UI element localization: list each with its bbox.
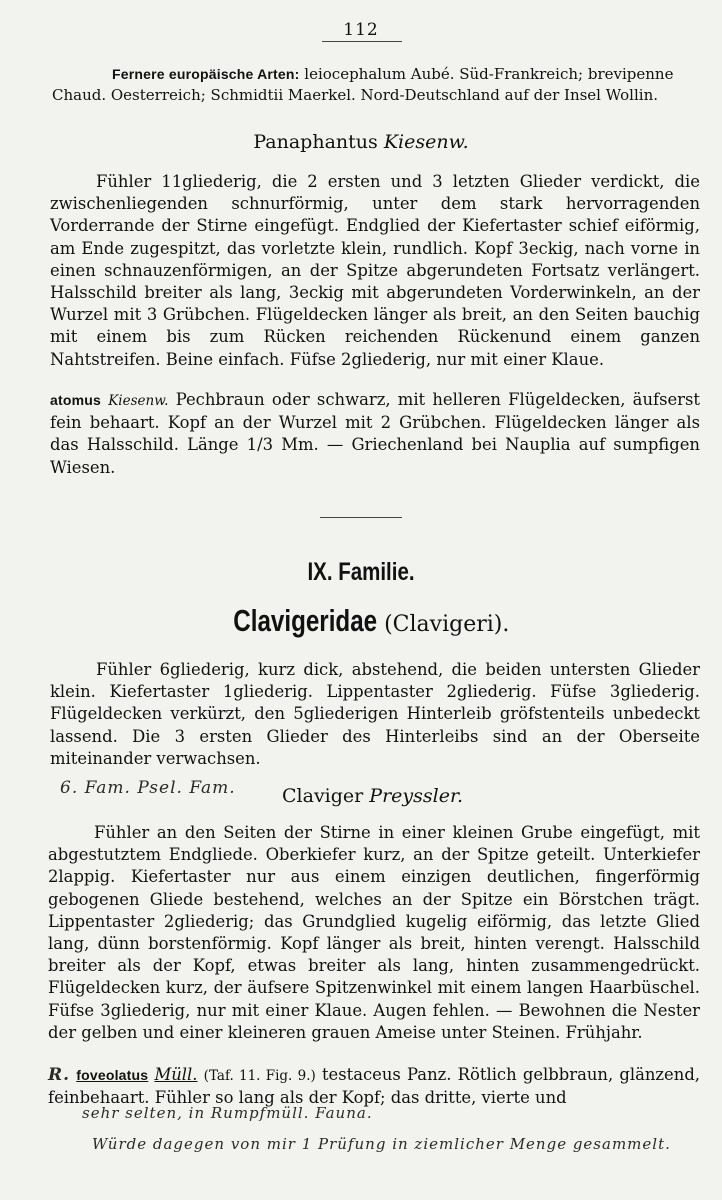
family-alt-name: (Clavigeri).: [384, 612, 510, 637]
other-species-line1: leiocephalum Aubé. Süd-Frankreich; brevipenne: [304, 65, 674, 83]
description-text: Fühler 11gliederig, die 2 ersten und 3 letzten Glieder verdickt, die zwischenliegenden schnurförmig, unter dem stark hervorragenden Vorderrande der Stirne eingefügt. Endglied der Kiefertaster schief eiförmig, am Ende zugespitzt, das vorletzte klein, rundlich. Kopf 3eckig, nach vorne in einen schnauzenförmigen, an der Spitze abgerundeten Fortsatz verlängert. Halsschild breiter als lang, 3eckig mit abgerundeten Vorderwinkeln, an der Wurzel mit 3 Grübchen. Flügeldecken länger als breit, an den Seiten bauchig mit einem bis zum Rücken reichenden Rückenund einem ganzen Nahtstreifen. Beine einfach. Füfse 2gliederig, nur mit einer Klaue.: [50, 172, 700, 369]
species-entry-foveolatus: [48, 1064, 700, 1109]
family-description-text: Fühler 6gliederig, kurz dick, abstehend, die beiden untersten Glieder klein. Kiefertaster 1gliederig. Lippentaster 2gliederig. Füfse 3gliederig. Flügeldecken verkürzt, den 5gliederigen Hinterleib gröfstenteils unbedeckt lassend. Die 3 ersten Glieder des Hinterleibs sind an der Oberseite miteinander verwachsen.: [50, 660, 700, 768]
genus-author: Preyssler.: [369, 785, 463, 807]
handwritten-margin-note: 6. Fam. Psel. Fam.: [60, 778, 236, 798]
header-rule: [322, 41, 402, 42]
species-text: testaceus Panz. Rötlich gelbbraun, glänzend, feinbehaart. Fühler so lang als der Kopf; das dritte, vierte und: [48, 1065, 701, 1108]
species-author: Kiesenw.: [108, 393, 169, 409]
species-author: Müll.: [154, 1065, 198, 1084]
family-description: [50, 659, 700, 770]
species-entry-atomus: [50, 389, 700, 479]
description-text: Fühler an den Seiten der Stirne in einer kleinen Grube eingefügt, mit abgestutztem Endgliede. Oberkiefer kurz, an der Spitze geteilt. Unterkiefer 2lappig. Kiefertaster nur aus einem einzigen deutlichen, fingerförmig gebogenen Gliede bestehend, welches an der Spitze ein Börstchen trägt. Lippentaster 2gliederig; das Grundglied kugelig eiförmig, das letzte Glied lang, dünn borstenförmig. Kopf länger als breit, hinten verengt. Halsschild breiter als der Kopf, etwas breiter als lang, hinten zusammengedrückt. Flügeldecken kurz, der äufsere Spitzenwinkel mit einem langen Haarbüschel. Füfse 3gliederig, nur mit einer Klaue. Augen fehlen. — Bewohnen die Nester der gelben und einer kleineren grauen Ameise unter Steinen. Frühjahr.: [48, 823, 700, 1042]
handwritten-marker: R.: [48, 1065, 71, 1085]
other-species-note: [52, 64, 702, 106]
handwritten-annotation-line2: Würde dagegen von mir 1 Prüfung in ziemlicher Menge gesammelt.: [92, 1135, 671, 1153]
genus-heading-panaphantus: [0, 131, 722, 153]
genus-description-panaphantus: [50, 171, 700, 371]
genus-description-claviger: [48, 822, 700, 1044]
genus-author: Kiesenw.: [383, 131, 469, 153]
section-divider: [320, 517, 402, 518]
family-heading: [0, 603, 722, 639]
genus-name: Claviger: [282, 785, 364, 807]
page-number: 112: [343, 20, 379, 40]
handwritten-annotation-line1: sehr selten, in Rumpfmüll. Fauna.: [82, 1104, 373, 1122]
family-name: Clavigeridae: [232, 603, 377, 638]
species-name: atomus: [50, 392, 101, 408]
species-text: Pechbraun oder schwarz, mit helleren Flügeldecken, äufserst fein behaart. Kopf an der Wurzel mit 2 Grübchen. Flügeldecken länger als das Halsschild. Länge 1/3 Mm. — Griechenland bei Nauplia auf sumpfigen Wiesen.: [50, 390, 701, 477]
other-species-line2: Chaud. Oesterreich; Schmidtii Maerkel. Nord-Deutschland auf der Insel Wollin.: [52, 86, 658, 104]
genus-name: Panaphantus: [253, 131, 378, 153]
other-species-heading: Fernere europäische Arten:: [112, 66, 300, 82]
genus-heading-claviger: [282, 785, 463, 807]
family-number: IX. Familie.: [307, 558, 415, 586]
plate-reference: (Taf. 11. Fig. 9.): [203, 1068, 316, 1084]
species-name: foveolatus: [76, 1067, 149, 1083]
